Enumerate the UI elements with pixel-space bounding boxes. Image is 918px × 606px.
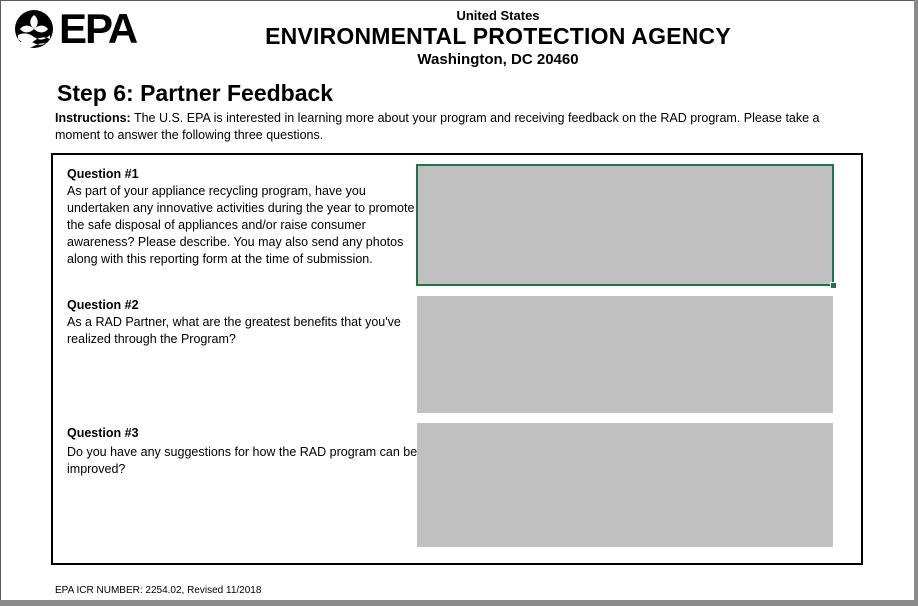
question-3-answer-field[interactable] (417, 423, 833, 547)
instructions-text: The U.S. EPA is interested in learning more about your program and receiving feedback on the RAD program. Please take a moment to answer the following three questions. (55, 111, 820, 142)
instructions-label: Instructions: (55, 111, 131, 125)
question-2-answer-field[interactable] (417, 296, 833, 413)
question-3-text: Do you have any suggestions for how the RAD program can be improved? (67, 445, 418, 476)
page-shadow-right (914, 0, 918, 606)
question-1-label: Question #1 (67, 167, 139, 181)
epa-wordmark: EPA (59, 5, 137, 52)
header-country: United States (456, 8, 540, 23)
question-2-label: Question #2 (67, 298, 139, 312)
selection-fill-handle[interactable] (830, 282, 837, 289)
epa-flower-emblem-icon (12, 9, 56, 49)
question-3-label: Question #3 (67, 426, 139, 440)
header-city: Washington, DC 20460 (417, 51, 579, 68)
footer-icr-number: EPA ICR NUMBER: 2254.02, Revised 11/2018 (55, 585, 262, 596)
page-title: Step 6: Partner Feedback (57, 80, 334, 106)
epa-logo (12, 5, 137, 52)
header-agency: ENVIRONMENTAL PROTECTION AGENCY (265, 23, 731, 49)
question-1-answer-field[interactable] (416, 164, 834, 286)
page-shadow-bottom (0, 600, 918, 606)
question-2-text: As a RAD Partner, what are the greatest benefits that you've realized through the Program? (67, 315, 401, 346)
question-1-text: As part of your appliance recycling program, have you undertaken any innovative activities during the year to promote the safe disposal of appliances and/or raise consumer awareness? Please describe. You may also send any photos along with this reporting form at the time of submission. (67, 184, 415, 266)
instructions (55, 110, 825, 144)
